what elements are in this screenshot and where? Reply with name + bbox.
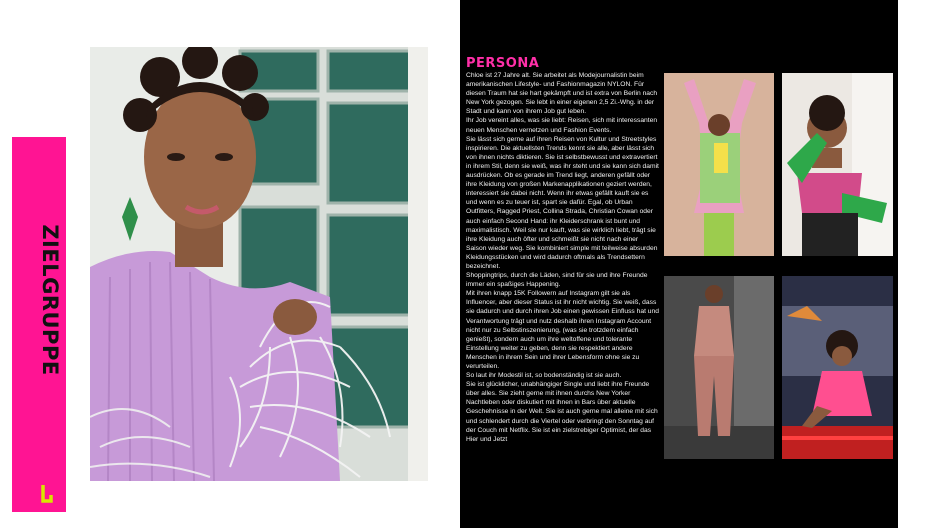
- section-label-text: ZIELGRUPPE: [38, 224, 62, 376]
- persona-paragraph: Shoppingtrips, durch die Läden, sind für sie und ihre Freunde immer ein spaßiges Happening.: [466, 272, 648, 289]
- section-label-vertical: [20, 200, 80, 400]
- persona-paragraph: Sie ist glücklicher, unabhängiger Single und liebt ihre Freunde über alles. Sie zieht gerne mit ihnen durchs New Yorker Nachtleben oder diskutiert mit ihnen in Bars über aktuelle Geschehnisse in der Welt. Sie ist auch gerne mal alleine mit sich und schlendert durch die Viertel oder verbringt den Sonntag auf der Couch mit Netflix. Sie ist ein zielstrebiger Optimist, der das Hier und Jetzt: [466, 381, 658, 443]
- corner-mark-icon: [41, 485, 53, 505]
- yellow-corner-mark: [41, 485, 53, 505]
- persona-paragraph: Sie lässt sich gerne auf ihren Reisen von Kultur und Streetstyles inspirieren. Die aktuellsten Trends kennt sie alle, aber lässt sich von ihnen nichts diktieren. Sie ist selbstbewusst und extravertiert in ihrem Stil, denn sie weiß, was ihr steht und sie kann sich damit ausdrücken. Ob es gerade im Trend liegt, anderen gefällt oder ihre Kleidung von großen Markenapplikationen geziert werden, interessiert sie dabei nicht. Wenn ihr etwas gefällt kauft sie es und wenn es zu teuer ist, spart sie dafür. Egal, ob Urban Outfitters, Ragged Priest, Collina Strada, Christian Cowan oder auch einfach Second Hand: ihr Kleiderschrank ist bunt und maximalistisch. Weil sie nur kauft, was sie wirklich liebt, trägt sie ihre Kleidung auch öfter und schmeißt sie nicht nach einer Saison wieder weg. Sie kombiniert simple mit teilweise absurden Kleidungsstücken und wird dadurch oftmals als Trendsettern bezeichnet.: [466, 135, 659, 270]
- outfit-photo-pink-feather-dress: [782, 276, 893, 459]
- persona-title: PERSONA: [466, 56, 540, 71]
- outfit-photo-colorful-jacket: [664, 73, 774, 256]
- persona-paragraph: Chloe ist 27 Jahre alt. Sie arbeitet als Modejournalistin beim amerikanischen Lifestyle- und Fashionmagazin NYLON. Für diesen Traum hat sie hart gekämpft und ist extra von Berlin nach New York gezogen. Sie lebt in einer eigenen 2,5 Zi.-Whg. in der Stadt und kann von ihrem Job gut leben.: [466, 72, 658, 116]
- outfit-photo-pink-suit: [664, 276, 774, 459]
- persona-paragraph: Mit ihren knapp 15K Followern auf Instagram gilt sie als Influencer, aber dieser Status ist ihr nicht wichtig. Sie weiß, dass sie dadurch und durch ihren Job einen gewissen Einfluss hat und Verantwortung trägt und nutz deshalb ihren Instagram Account nicht nur zu Selbstinszenierung, (was sie trotzdem einfach genießt), sondern auch um ihre weltoffene und tolerante Einstellung weiter zu geben, denn sie respektiert andere Menschen in ihrem Sein und ihrer Lebensform ohne sie zu verurteilen.: [466, 290, 659, 370]
- persona-paragraph: So laut ihr Modestil ist, so bodenständig ist sie auch.: [466, 372, 622, 380]
- main-portrait-photo: [90, 47, 428, 481]
- outfit-photo-green-gloves: [782, 73, 893, 256]
- persona-description: [466, 71, 660, 476]
- persona-paragraph: Ihr Job vereint alles, was sie liebt: Reisen, sich mit interessanten neuen Menschen vernetzen und Fashion Events.: [466, 117, 658, 134]
- portrait-illustration: [90, 47, 428, 481]
